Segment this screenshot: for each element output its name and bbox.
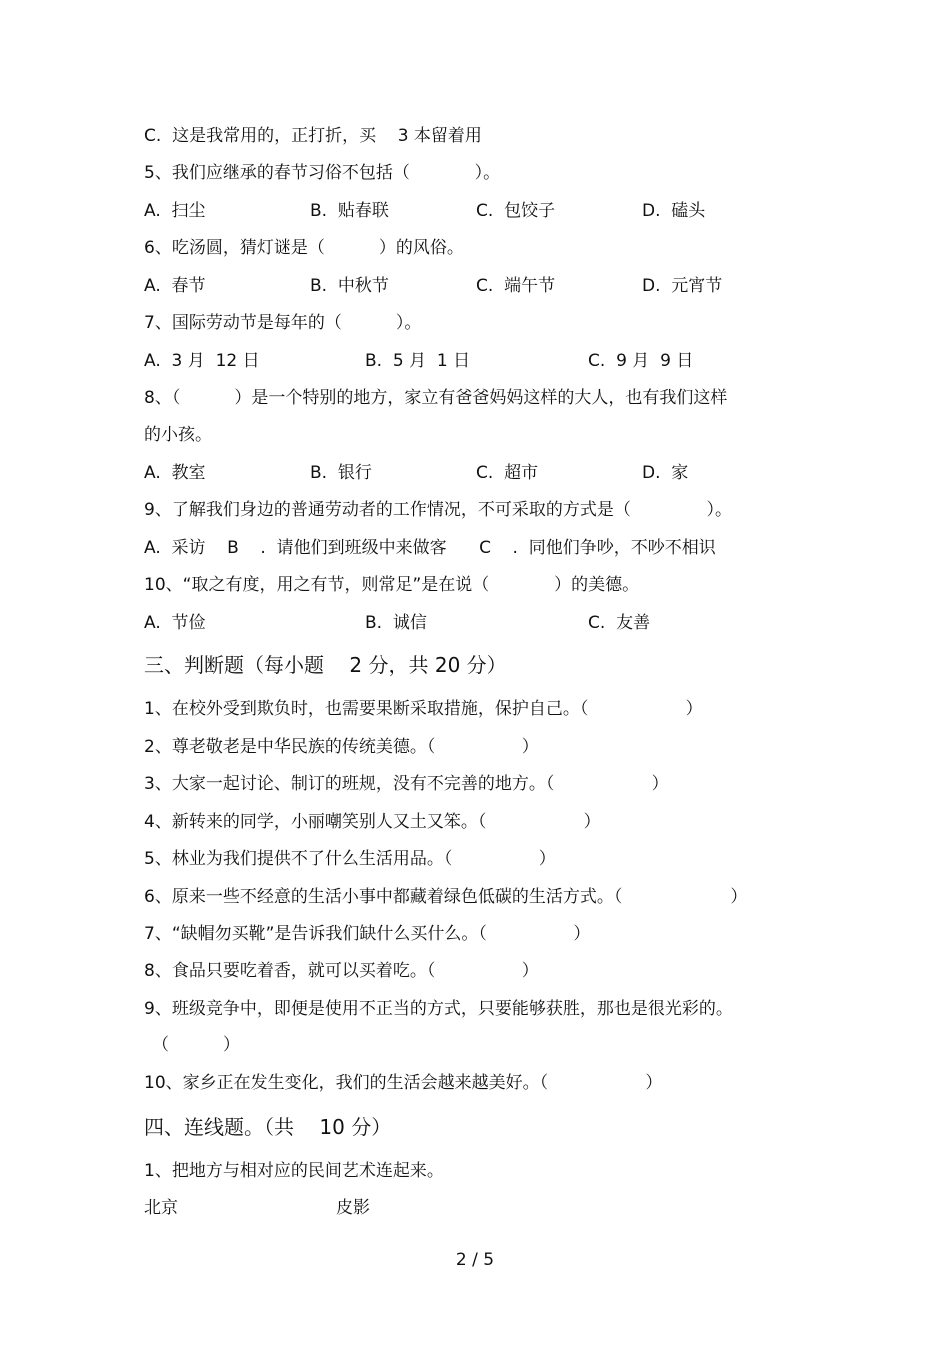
q8-option-a: A. 教室 <box>144 463 206 483</box>
q5-option-b: B. 贴春联 <box>310 201 389 221</box>
question-9: 9、了解我们身边的普通劳动者的工作情况，不可采取的方式是（ ）。 <box>144 500 732 520</box>
page-number: 2 / 5 <box>455 1250 495 1270</box>
match-question-1: 1、把地方与相对应的民间艺术连起来。 <box>144 1161 444 1181</box>
q10-option-c: C. 友善 <box>588 613 651 633</box>
q10-option-b: B. 诚信 <box>365 613 427 633</box>
q7-option-b: B. 5 月 1 日 <box>365 351 471 371</box>
q10-option-a: A. 节俭 <box>144 613 206 633</box>
judge-9-blank: （ ） <box>152 1035 241 1055</box>
match-right-item: 皮影 <box>336 1198 370 1218</box>
judge-8: 8、食品只要吃着香，就可以买着吃。（ ） <box>144 961 539 981</box>
judge-3: 3、大家一起讨论、制订的班规，没有不完善的地方。（ ） <box>144 774 669 794</box>
q5-option-c: C. 包饺子 <box>476 201 556 221</box>
q8-option-d: D. 家 <box>642 463 689 483</box>
judge-5: 5、林业为我们提供不了什么生活用品。（ ） <box>144 849 556 869</box>
q7-option-c: C. 9 月 9 日 <box>588 351 694 371</box>
section-4-heading: 四、连线题。（共 10 分） <box>144 1115 392 1139</box>
judge-7: 7、“缺帽勿买靴”是告诉我们缺什么买什么。（ ） <box>144 924 591 944</box>
q7-option-a: A. 3 月 12 日 <box>144 351 260 371</box>
q6-option-a: A. 春节 <box>144 276 206 296</box>
q8-option-c: C. 超市 <box>476 463 539 483</box>
judge-10: 10、家乡正在发生变化，我们的生活会越来越美好。（ ） <box>144 1073 663 1093</box>
judge-4: 4、新转来的同学，小丽嘲笑别人又土又笨。（ ） <box>144 812 601 832</box>
match-left-item: 北京 <box>144 1198 178 1218</box>
question-7: 7、国际劳动节是每年的（ ）。 <box>144 313 422 333</box>
question-5: 5、我们应继承的春节习俗不包括（ ）。 <box>144 163 501 183</box>
question-6: 6、吃汤圆，猜灯谜是（ ）的风俗。 <box>144 238 464 258</box>
section-3-heading: 三、判断题（每小题 2 分，共 20 分） <box>144 653 507 677</box>
q5-option-a: A. 扫尘 <box>144 201 206 221</box>
judge-9: 9、班级竞争中，即便是使用不正当的方式，只要能够获胜，那也是很光彩的。 <box>144 999 733 1019</box>
question-10: 10、“取之有度，用之有节，则常足”是在说（ ）的美德。 <box>144 575 640 595</box>
option-c-line: C. 这是我常用的，正打折，买 3 本留着用 <box>144 126 482 146</box>
q9-options: A. 采访 B . 请他们到班级中来做客 C . 同他们争吵，不吵不相识 <box>144 538 716 558</box>
judge-1: 1、在校外受到欺负时，也需要果断采取措施，保护自己。（ ） <box>144 699 703 719</box>
q6-option-b: B. 中秋节 <box>310 276 389 296</box>
q6-option-c: C. 端午节 <box>476 276 556 296</box>
judge-2: 2、尊老敬老是中华民族的传统美德。（ ） <box>144 737 539 757</box>
q5-option-d: D. 磕头 <box>642 201 706 221</box>
q8-option-b: B. 银行 <box>310 463 372 483</box>
question-8: 8、（ ）是一个特别的地方，家立有爸爸妈妈这样的大人，也有我们这样 <box>144 388 728 408</box>
judge-6: 6、原来一些不经意的生活小事中都藏着绿色低碳的生活方式。（ ） <box>144 887 748 907</box>
q6-option-d: D. 元宵节 <box>642 276 723 296</box>
question-8-continued: 的小孩。 <box>144 425 212 445</box>
